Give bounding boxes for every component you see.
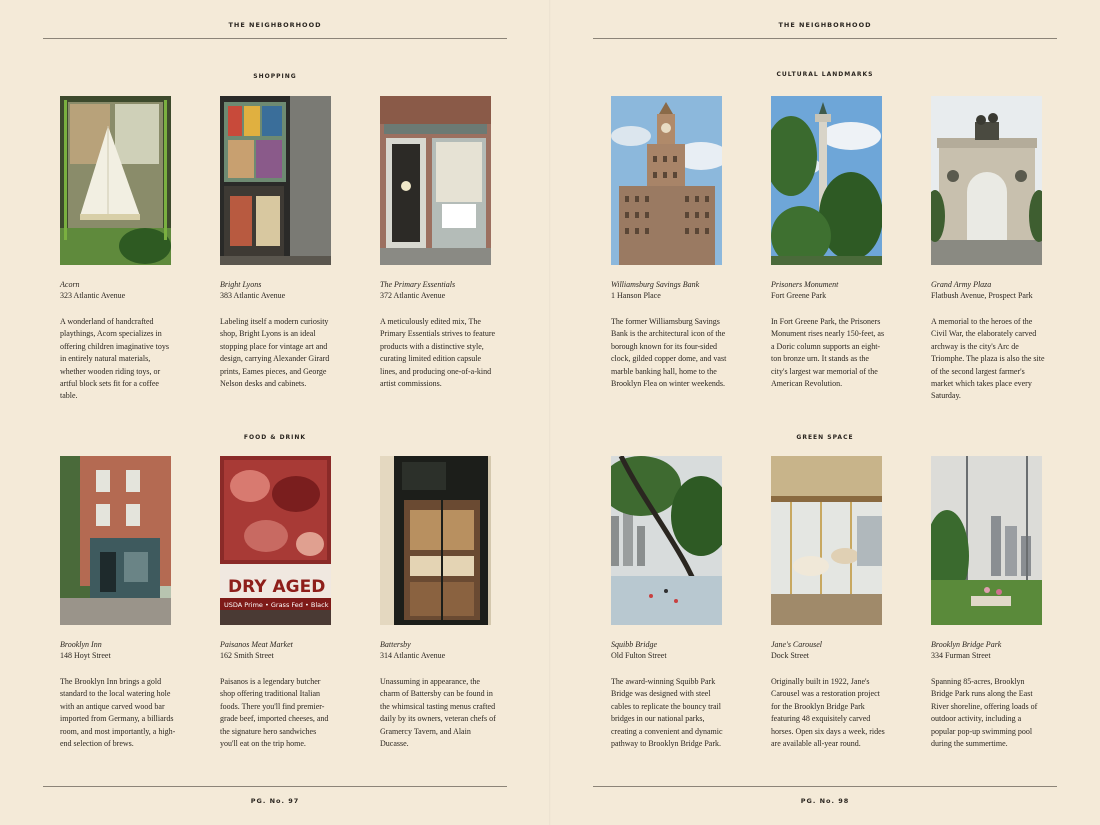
entry-address: 148 Hoyt Street (60, 651, 111, 660)
entry-description: The former Williamsburg Savings Bank is the architectural icon of the borough known for its four-sided clock, gilded copper dome, and vast marble banking hall, home to the Brooklyn Flea on winter weekends. (611, 317, 727, 389)
entry-description: Spanning 85-acres, Brooklyn Bridge Park runs along the East River shoreline, offering loads of outdoor activity, including a popular pop-up swimming pool during the summertime. (931, 677, 1038, 749)
entry-name: Bright Lyons (220, 280, 262, 289)
entry-address: 334 Furman Street (931, 651, 991, 660)
entry-address: 323 Atlantic Avenue (60, 291, 126, 300)
stained-glass-storefront-photo (220, 96, 331, 265)
entry-williamsburg-savings-bank (611, 96, 731, 390)
entry-description: A meticulously edited mix, The Primary Essentials strives to feature products with a distinctive style, curating limited edition capsule lines, and producing one-of-a-kind artist commissions. (380, 317, 496, 389)
entry-description: Paisanos is a legendary butcher shop offering traditional Italian foods. There you'll find premier-grade beef, imported cheeses, and the signature hero sandwiches you'll eat on the trip home. (220, 677, 329, 749)
entry-battersby (380, 456, 500, 750)
entry-address: 314 Atlantic Avenue (380, 651, 446, 660)
park-skyline-photo (611, 456, 722, 625)
meat-display-window-photo (220, 456, 331, 625)
entry-description: A memorial to the heroes of the Civil War, the elaborately carved archway is the city's Arc de Triomphe. The plaza is also the site of the second largest farmer's market which takes place every Saturday. (931, 317, 1045, 401)
entry-acorn (60, 96, 180, 403)
entry-address: Old Fulton Street (611, 651, 667, 660)
section-title-shopping: SHOPPING (253, 73, 297, 80)
entry-address: Dock Street (771, 651, 809, 660)
entry-name: Williamsburg Savings Bank (611, 280, 700, 289)
running-head: THE NEIGHBORHOOD (228, 21, 322, 29)
triumphal-arch-photo (931, 96, 1042, 265)
entry-description: Labeling itself a modern curiosity shop, Bright Lyons is an ideal stopping place for vintage art and design, carrying Alexander Girard prints, Eames pieces, and George Nelson desks and cabinets. (220, 317, 330, 389)
entry-name: Squibb Bridge (611, 640, 657, 649)
brick-corner-building-photo (60, 456, 171, 625)
header-rule (593, 38, 1057, 39)
entry-address: Fort Greene Park (771, 291, 827, 300)
running-head: THE NEIGHBORHOOD (778, 21, 872, 29)
toy-shop-window-photo (60, 96, 171, 265)
entry-name: Jane's Carousel (771, 640, 822, 649)
sign-text-dry-aged: DRY AGED (228, 577, 326, 597)
entry-description: The award-winning Squibb Park Bridge was designed with steel cables to replicate the bouncy trail bridges in our national parks, creating a convenient and dynamic pathway to Brooklyn Bridge Park. (611, 677, 723, 749)
header-rule (43, 38, 507, 39)
entry-paisanos (220, 456, 340, 750)
page-number: PG. No. 98 (800, 797, 850, 805)
clock-tower-photo (611, 96, 722, 265)
entry-address: Flatbush Avenue, Prospect Park (931, 291, 1033, 300)
right-page (550, 0, 1100, 825)
entry-squibb-bridge (611, 456, 731, 750)
entry-prisoners-monument (771, 96, 891, 390)
entry-name: The Primary Essentials (380, 280, 456, 289)
sign-text-usda: USDA Prime • Grass Fed • Black (224, 601, 329, 609)
entry-address: 372 Atlantic Avenue (380, 291, 446, 300)
entry-description: Originally built in 1922, Jane's Carousel was a restoration project for the Brooklyn Bridge Park featuring 48 exquisitely carved horses. Open six days a week, rides are available all-year round. (771, 677, 885, 749)
carousel-photo (771, 456, 882, 625)
storefront-photo (380, 96, 491, 265)
entry-description: Unassuming in appearance, the charm of Battersby can be found in the whimsical tasting menus crafted daily by its owners, veteran chefs of Gramercy Tavern, and Alain Ducasse. (380, 677, 496, 749)
entry-name: Paisanos Meat Market (220, 640, 293, 649)
footer-rule (593, 786, 1057, 787)
footer-rule (43, 786, 507, 787)
entry-brooklyn-inn (60, 456, 180, 750)
page-number: PG. No. 97 (250, 797, 300, 805)
section-title-cultural-landmarks: CULTURAL LANDMARKS (776, 71, 874, 78)
monument-column-photo (771, 96, 882, 265)
entry-name: Brooklyn Bridge Park (931, 640, 1002, 649)
entry-description: The Brooklyn Inn brings a gold standard to the local watering hole with an antique carved wood bar imported from Germany, a billiards room, and most importantly, a high-end selection of brews. (60, 677, 176, 749)
entry-janes-carousel (771, 456, 891, 750)
entry-brooklyn-bridge-park (931, 456, 1051, 750)
entry-primary-essentials (380, 96, 500, 390)
section-title-green-space: GREEN SPACE (796, 434, 854, 441)
entry-description: A wonderland of handcrafted playthings, Acorn specializes in offering children imaginative toys in entirely natural materials, whether wooden riding toys, or artful block sets fit for a coffee table. (60, 317, 169, 401)
restaurant-window-photo (380, 456, 491, 625)
entry-name: Acorn (60, 280, 80, 289)
park-lawn-skyline-photo (931, 456, 1042, 625)
entry-name: Battersby (380, 640, 411, 649)
entry-name: Grand Army Plaza (931, 280, 992, 289)
entry-name: Brooklyn Inn (60, 640, 102, 649)
entry-address: 383 Atlantic Avenue (220, 291, 286, 300)
entry-grand-army-plaza (931, 96, 1051, 403)
section-title-food-drink: FOOD & DRINK (243, 434, 307, 441)
entry-address: 1 Hanson Place (611, 291, 661, 300)
entry-address: 162 Smith Street (220, 651, 274, 660)
entry-bright-lyons (220, 96, 340, 390)
entry-name: Prisoners Monument (771, 280, 839, 289)
entry-description: In Fort Greene Park, the Prisoners Monument rises nearly 150-feet, as a Doric column supports an eight-ton bronze urn. It stands as the city's largest war memorial of the American Revolution. (771, 317, 885, 389)
